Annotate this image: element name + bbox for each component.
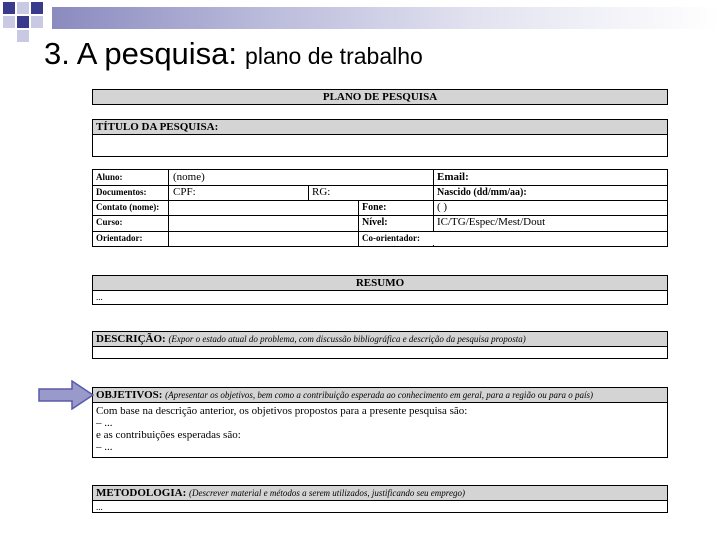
objetivos-line: – ... xyxy=(96,417,113,429)
nascido-field[interactable]: ( ) xyxy=(437,201,448,213)
decorative-square xyxy=(31,2,43,14)
orientador-label: Orientador: xyxy=(96,232,166,245)
aluno-label: Aluno: xyxy=(96,171,166,184)
resumo-section xyxy=(92,275,668,305)
decorative-square xyxy=(17,30,29,42)
objetivos-line: e as contribuições esperadas são: xyxy=(96,429,241,441)
contato-label: Contato (nome): xyxy=(96,201,168,214)
aluno-field[interactable]: (nome) xyxy=(173,171,205,183)
descricao-section xyxy=(92,331,668,359)
metodologia-body[interactable]: ... xyxy=(96,502,103,512)
descricao-label: DESCRIÇÃO: xyxy=(96,333,166,345)
form-header: PLANO DE PESQUISA xyxy=(93,90,667,104)
metodologia-section xyxy=(92,485,668,513)
objetivos-line: – ... xyxy=(96,441,113,453)
resumo-body[interactable]: ... xyxy=(96,292,103,302)
cpf-field[interactable]: CPF: xyxy=(173,186,196,198)
objetivos-section xyxy=(92,387,668,458)
metodologia-label: METODOLOGIA: xyxy=(96,487,187,499)
decorative-square xyxy=(31,16,43,28)
slide-title-main: 3. A pesquisa: xyxy=(44,36,238,71)
resumo-header: RESUMO xyxy=(93,276,667,291)
decorative-square xyxy=(3,2,15,14)
descricao-header xyxy=(93,332,667,347)
decorative-square xyxy=(3,16,15,28)
objetivos-label: OBJETIVOS: xyxy=(96,389,163,401)
coorientador-label: Co-orientador: xyxy=(362,232,434,245)
header-gradient-band xyxy=(52,7,720,29)
descricao-hint: (Expor o estado atual do problema, com discussão bibliográfica e descrição da pesquisa proposta) xyxy=(168,334,526,344)
student-info-grid xyxy=(92,169,668,247)
fone-label: Fone: xyxy=(362,201,432,214)
pointer-arrow-icon xyxy=(38,380,94,410)
form-header-box xyxy=(92,89,668,105)
nivel-field[interactable]: IC/TG/Espec/Mest/Dout xyxy=(437,216,546,228)
slide-title xyxy=(44,36,423,72)
titulo-label: TÍTULO DA PESQUISA: xyxy=(93,120,667,135)
slide-title-sub: plano de trabalho xyxy=(245,43,423,69)
decorative-square xyxy=(17,16,29,28)
metodologia-header xyxy=(93,486,667,501)
metodologia-hint: (Descrever material e métodos a serem utilizados, justificando seu emprego) xyxy=(189,488,465,498)
curso-label: Curso: xyxy=(96,216,166,229)
decorative-square xyxy=(17,2,29,14)
rg-field[interactable]: RG: xyxy=(312,186,331,198)
objetivos-line: Com base na descrição anterior, os objetivos propostos para a presente pesquisa são: xyxy=(96,405,468,417)
nivel-label: Nível: xyxy=(362,216,432,229)
email-label: Email: xyxy=(437,171,537,184)
titulo-section xyxy=(92,119,668,157)
nascido-label: Nascido (dd/mm/aa): xyxy=(437,186,637,199)
objetivos-header xyxy=(93,388,667,403)
objetivos-hint: (Apresentar os objetivos, bem como a contribuição esperada ao conhecimento em geral, para a região ou para o país) xyxy=(165,390,593,400)
documentos-label: Documentos: xyxy=(96,186,166,199)
